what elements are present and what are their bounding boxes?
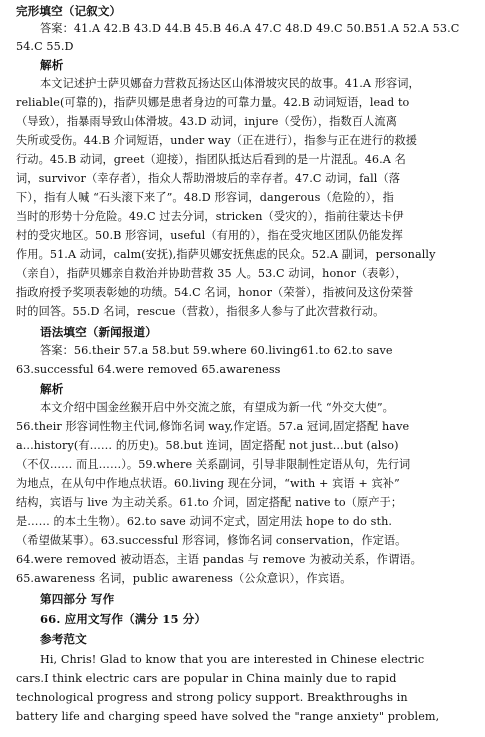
essay-line: Hi, Chris! Glad to know that you are interested in Chinese electric [40, 653, 425, 666]
part-title-writing: 第四部分 写作 [40, 592, 115, 606]
analysis-line: a...history(有…… 的历史)。58.but 连词，固定搭配 not just...but (also) [16, 439, 399, 452]
essay-line: technological progress and strong policy support. Breakthroughs in [16, 691, 408, 704]
analysis-heading: 解析 [40, 382, 64, 396]
analysis-line: 当时的形势十分危险。49.C 过去分词，stricken（受灾的），指前往蒙达卡伊 [16, 210, 404, 223]
answer-line: 63.successful 64.were removed 65.awareness [16, 363, 281, 376]
analysis-line: （亲自），指萨贝娜亲自救治并协助营救 35 人。53.C 动词，honor（表彰）， [16, 267, 407, 280]
analysis-line: 失所或受伤。44.B 介词短语，under way（正在进行），指参与正在进行的救援 [16, 134, 418, 147]
analysis-line: 56.their 形容词性物主代词,修饰名词 way,作定语。57.a 冠词,固定搭配 have [16, 420, 410, 433]
analysis-line: reliable(可靠的)，指萨贝娜是患者身边的可靠力量。42.B 动词短语，lead to [16, 96, 410, 109]
analysis-line: 是…… 的本土生物）。62.to save 动词不定式，固定用法 hope to do sth. [16, 515, 393, 528]
section-title-cloze: 完形填空（记叙文） [16, 4, 122, 18]
analysis-line: 村的受灾地区。50.B 形容词，useful（有用的），指在受灾地区团队仍能发挥 [16, 229, 403, 242]
analysis-line: 时的回答。55.D 名词，rescue（营救），指很多人参与了此次营救行动。 [16, 305, 385, 318]
analysis-line: 为地点，在从句中作地点状语。60.living 现在分词，“with + 宾语 + 宾补” [16, 477, 400, 490]
sample-heading: 参考范文 [40, 632, 87, 646]
analysis-line: （导致），指暴雨导致山体滑坡。43.D 动词，injure（受伤），指数百人流离 [16, 115, 397, 128]
section-title-grammar: 语法填空（新闻报道） [40, 325, 157, 339]
analysis-line: 结构，宾语与 live 为主动关系。61.to 介词，固定搭配 native to（原产于； [16, 496, 403, 509]
analysis-line: （不仅…… 而且……）。59.where 关系副词，引导非限制性定语从句，先行词 [16, 458, 411, 471]
essay-line: battery life and charging speed have solved the "range anxiety" problem, [16, 710, 440, 723]
analysis-line: 作用。51.A 动词，calm(安抚),指萨贝娜安抚焦虑的民众。52.A 副词，personally [16, 248, 436, 261]
analysis-heading: 解析 [40, 58, 64, 72]
analysis-line: 下），指有人喊 “石头滚下来了”。48.D 形容词，dangerous（危险的），指 [16, 191, 394, 204]
analysis-line: 本文介绍中国金丝猴开启中外交流之旅，有望成为新一代 “外交大使”。 [40, 401, 394, 414]
analysis-line: （希望做某事）。63.successful 形容词，修饰名词 conservation，作定语。 [16, 534, 407, 547]
analysis-line: 词，survivor（幸存者），指众人帮助滑坡后的幸存者。47.C 动词，fall（落 [16, 172, 401, 185]
analysis-line: 65.awareness 名词，public awareness（公众意识），作宾语。 [16, 572, 352, 585]
answer-line: 答案：56.their 57.a 58.but 59.where 60.living61.to 62.to save [40, 344, 393, 357]
essay-line: cars.I think electric cars are popular in China mainly due to rapid [16, 672, 397, 685]
analysis-line: 本文记述护士萨贝娜奋力营救瓦扬达区山体滑坡灾民的故事。41.A 形容词， [40, 77, 420, 90]
analysis-line: 行动。45.B 动词，greet（迎接），指团队抵达后看到的是一片混乱。46.A 名 [16, 153, 406, 166]
answer-line: 54.C 55.D [16, 40, 74, 53]
answer-line: 答案：41.A 42.B 43.D 44.B 45.B 46.A 47.C 48.D 49.C 50.B51.A 52.A 53.C [40, 22, 460, 35]
analysis-line: 指政府授予奖项表彰她的功绩。54.C 名词，honor（荣誉），指被问及这份荣誉 [16, 286, 414, 299]
analysis-line: 64.were removed 被动语态，主语 pandas 与 remove 为被动关系，作谓语。 [16, 553, 422, 566]
task-title: 66. 应用文写作（满分 15 分） [40, 612, 207, 626]
